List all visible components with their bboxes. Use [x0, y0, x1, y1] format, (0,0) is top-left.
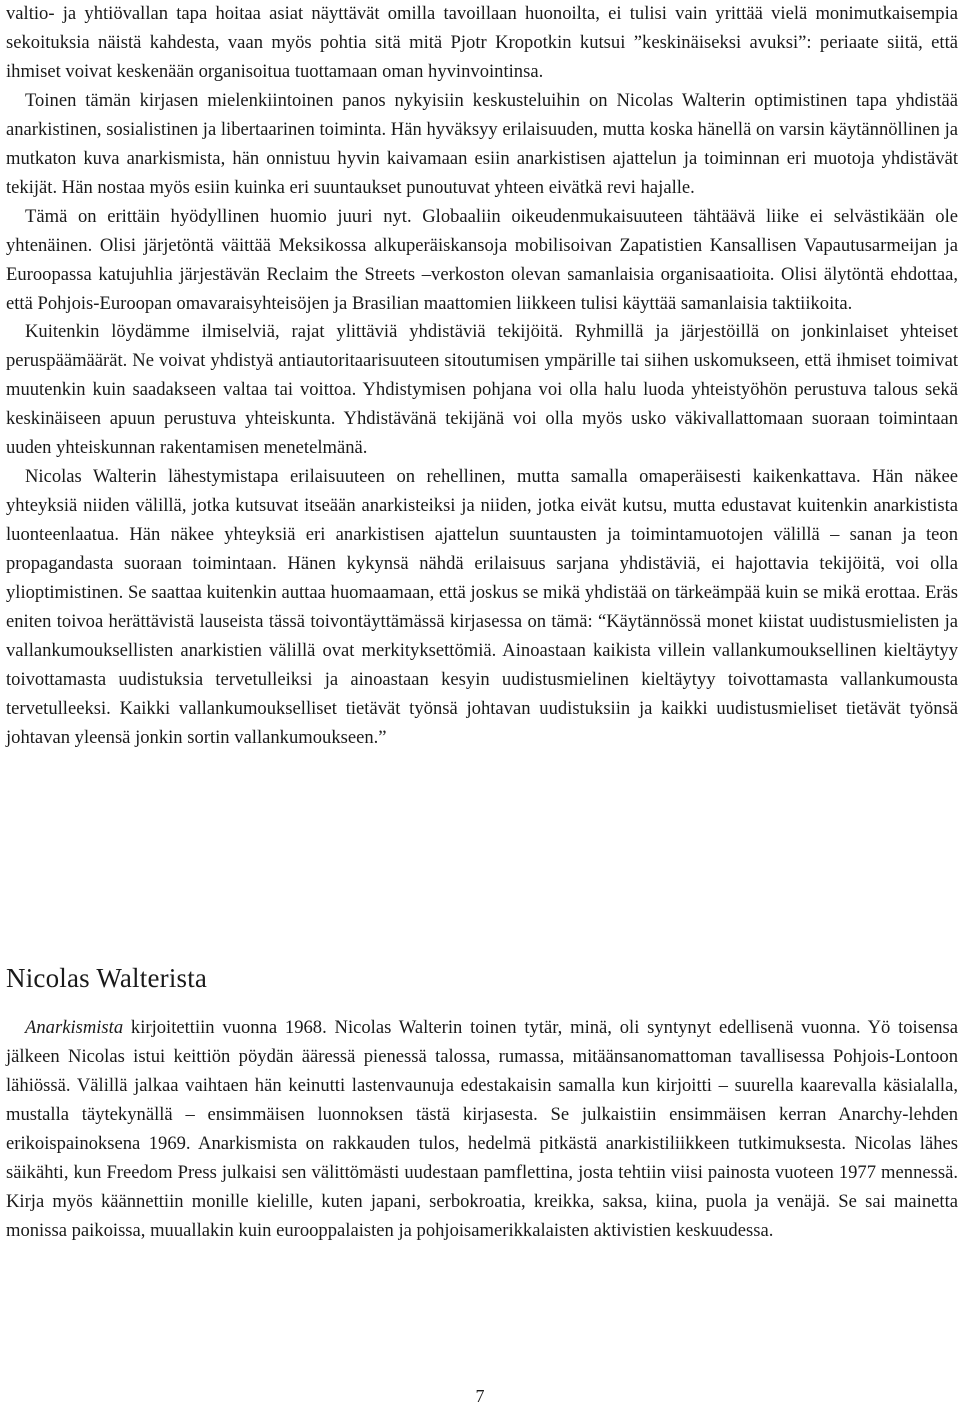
paragraph-3: Tämä on erittäin hyödyllinen huomio juuri nyt. Globaaliin oikeudenmukaisuuteen tähtäävä liike ei selvästikään ole yhtenäinen. Olisi järjetöntä väittää Meksikossa alkuperäiskansoja mobilisoivan Zapatistien Kansallisen Vapautusarmeijan ja Euroopassa katujuhlia järjestävän Reclaim the Streets –verkoston olevan samanlaisia organisaatioita. Olisi älytöntä ehdottaa, että Pohjois-Euroopan omavaraisyhteisöjen ja Brasilian maattomien liikkeen tulisi käyttää samanlaisia taktiikoita.: [6, 205, 958, 314]
section-main-text: [6, 0, 958, 753]
paragraph-1: valtio- ja yhtiövallan tapa hoitaa asiat näyttävät omilla tavoillaan huonoilta, ei tulisi vain yrittää vielä monimutkaisempia sekoituksia näistä kahdesta, vaan myös pohtia sitä mitä Pjotr Kropotkin kutsui ”keskinäiseksi avuksi”: periaate siitä, että ihmiset voivat keskenään organisoitua tuottamaan oman hyvinvointinsa.: [6, 3, 958, 82]
book-title-italic: Anarkismista: [25, 1017, 124, 1038]
paragraph-about-author: [6, 1014, 958, 1246]
paragraph-about-author-text: kirjoitettiin vuonna 1968. Nicolas Walterin toinen tytär, minä, oli syntynyt edellisenä vuonna. Yö toisensa jälkeen Nicolas istui keittiön pöydän ääressä pienessä talossa, rumassa, mitäänsanomattoman tavallisessa Pohjois-Lontoon lähiössä. Välillä jalkaa vaihtaen hän keinutti lastenvaunuja edestakaisin samalla kun kirjoitti – suurella kaarevalla käsialalla, mustalla täytekynällä – ensimmäisen luonnoksen tästä kirjasesta. Se julkaistiin ensimmäisen kerran Anarchy-lehden erikoispainoksena 1969. Anarkismista on rakkauden tulos, hedelmä pitkästä anarkistiliikkeen tutkimuksesta. Nicolas lähes säikähti, kun Freedom Press julkaisi sen välittömästi uudestaan pamflettina, josta tehtiin viisi painosta vuoteen 1977 mennessä. Kirja myös käännettiin monille kielille, kuten japani, serbokroatia, kreikka, saksa, kiina, puola ja venäjä. Se sai mainetta monissa paikoissa, muuallakin kuin eurooppalaisten ja pohjoisamerikkalaisten aktivistien keskuudessa.: [6, 1017, 958, 1241]
page-body: [6, 0, 958, 1241]
paragraph-2: Toinen tämän kirjasen mielenkiintoinen panos nykyisiin keskusteluihin on Nicolas Walterin optimistinen tapa yhdistää anarkistinen, sosialistinen ja libertaarinen toiminta. Hän hyväksyy erilaisuuden, mutta koska hänellä on varsin käytännöllinen ja mutkaton kuva anarkismista, hän onnistuu hyvin kaivamaan esiin anarkistisen ajattelun ja toiminnan eri muotoja yhdistävät tekijät. Hän nostaa myös esiin kuinka eri suuntaukset punoutuvat yhteen eivätkä revi hajalle.: [6, 89, 958, 198]
paragraph-5: Nicolas Walterin lähestymistapa erilaisuuteen on rehellinen, mutta samalla omaperäisesti kaikenkattava. Hän näkee yhteyksiä niiden välillä, jotka kutsuvat itseään anarkisteiksi ja niiden, jotka eivät kutsu, mutta edustavat kuitenkin anarkistista luonteenlaatua. Hän näkee yhteyksiä eri anarkistisen ajattelun suuntausten ja toimintamuotojen välillä – sanan ja teon propagandasta suoraan toimintaan. Hänen kykynsä nähdä erilaisuus sarjana yhdistäviä, ei hajottavia tekijöitä, voi olla ylioptimistinen. Se saattaa kuitenkin auttaa huomaamaan, että joskus se mikä yhdistää on tärkeämpää kuin se mikä erottaa. Eräs eniten toivoa herättävistä lauseista tässä toivontäyttämässä kirjasessa on tämä: “Käytännössä monet kiistat uudistusmielisten ja vallankumouksellisten anarkistien välillä ovat merkityksettömiä. Ainoastaan kaikista villein vallankumouksellinen kieltäytyy toivottamasta uudistuksia tervetulleiksi ja ainoastaan kesyin uudistusmielinen kieltäytyy toivottamasta vallankumousta tervetulleeksi. Kaikki vallankumoukselliset tietävät työnsä johtavan uudistuksiin ja kaikki uudistusmieliset tietävät työnsä johtavan yleensä jonkin sortin vallankumoukseen.”: [6, 466, 958, 748]
paragraph-4: Kuitenkin löydämme ilmiselviä, rajat ylittäviä yhdistäviä tekijöitä. Ryhmillä ja järjestöillä on jonkinlaiset yhteiset peruspäämäärät. Ne voivat yhdistyä antiautoritaarisuuteen sitoutumisen ympärille tai siihen uskomukseen, että ihmiset toimivat muutenkin kuin saadakseen valtaa tai voittoa. Yhdistymisen pohjana voi olla halu luoda yhteistyöhön perustuva talous sekä keskinäiseen apuun perustuva yhteiskunta. Yhdistävänä tekijänä voi olla myös usko väkivallattomaan suoraan toimintaan uuden yhteiskunnan rakentamisen menetelmänä.: [6, 321, 958, 459]
page-number: 7: [475, 1386, 485, 1406]
section-about-author: [6, 1014, 958, 1246]
section-heading: Nicolas Walterista: [6, 963, 208, 993]
